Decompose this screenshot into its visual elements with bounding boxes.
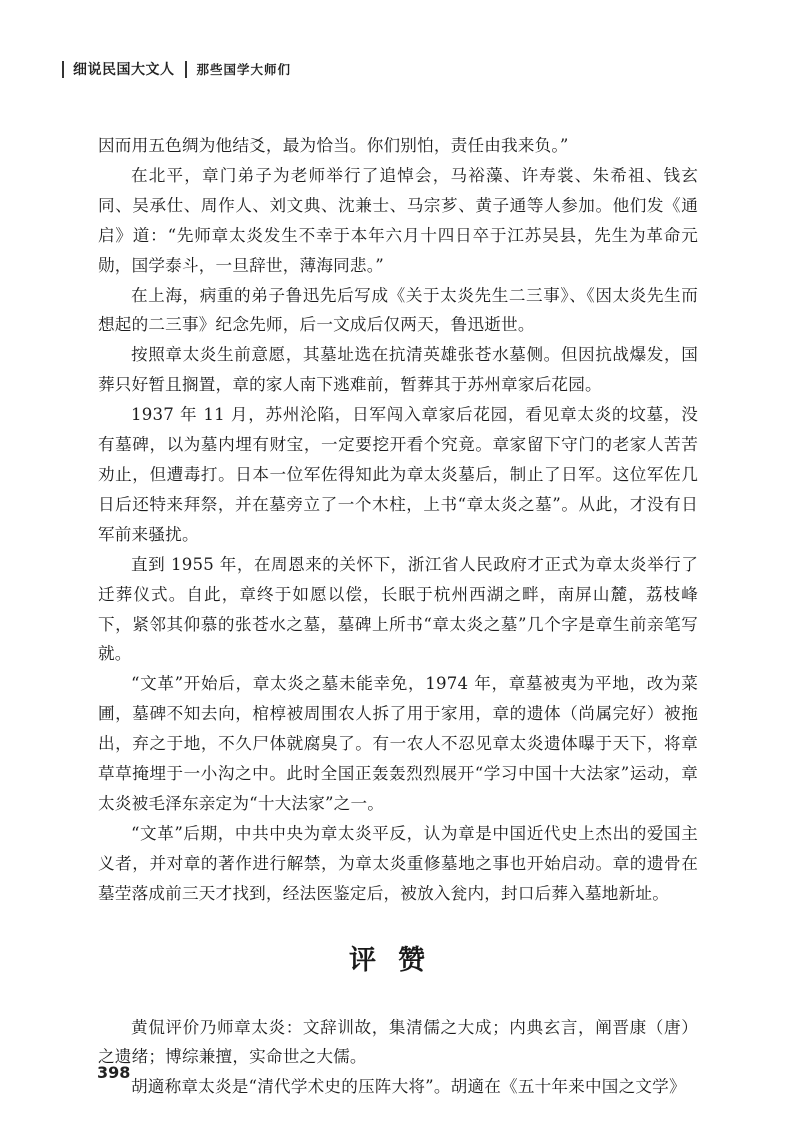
- paragraph: 直到 1955 年，在周恩来的关怀下，浙江省人民政府才正式为章太炎举行了迁葬仪式。自此，章终于如愿以偿，长眠于杭州西湖之畔，南屏山麓，荔枝峰下，紧邻其仰慕的张苍水之墓，墓碑上所书“章太炎之墓”几个字是章生前亲笔写就。: [98, 554, 698, 664]
- paragraph: 因而用五色绸为他结爻，最为恰当。你们别怕，责任由我来负。”: [98, 136, 569, 155]
- chapter-title: 那些国学大师们: [196, 62, 292, 77]
- book-title: 细说民国大文人: [73, 62, 175, 78]
- paragraph: 1937 年 11 月，苏州沦陷，日军闯入章家后花园，看见章太炎的坟墓，没有墓碑，以为墓内埋有财宝，一定要挖开看个究竟。章家留下守门的老家人苦苦劝止，但遭毒打。日本一位军佐得知此为章太炎墓后，制止了日军。这位军佐几日后还特来拜祭，并在墓旁立了一个木柱，上书“章太炎之墓”。从此，才没有日军前来骚扰。: [98, 405, 698, 544]
- paragraph: 黄侃评价乃师章太炎：文辞训故，集清儒之大成；内典玄言，阐晋康（唐）之遗绪；博综兼擅，实命世之大儒。: [98, 1017, 698, 1067]
- paragraph: 在北平，章门弟子为老师举行了追悼会，马裕藻、许寿裳、朱希祖、钱玄同、吴承仕、周作人、刘文典、沈兼士、马宗芗、黄子通等人参加。他们发《通启》道：“先师章太炎发生不幸于本年六月十四日卒于江苏吴县，先生为革命元勋，国学泰斗，一旦辞世，薄海同悲。”: [98, 165, 698, 275]
- running-header: [62, 58, 291, 80]
- header-separator: [185, 61, 187, 78]
- header-separator: [62, 61, 64, 78]
- paragraph: 按照章太炎生前意愿，其墓址选在抗清英雄张苍水墓侧。但因抗战爆发，国葬只好暂且搁置，章的家人南下逃难前，暂葬其于苏州章家后花园。: [98, 345, 698, 395]
- paragraph: 在上海，病重的弟子鲁迅先后写成《关于太炎先生二三事》、《因太炎先生而想起的二三事》纪念先师，后一文成后仅两天，鲁迅逝世。: [98, 285, 698, 335]
- body-text: [98, 131, 698, 1102]
- page-number: 398: [97, 1063, 131, 1082]
- paragraph: 胡適称章太炎是“清代学术史的压阵大将”。胡適在《五十年来中国之文学》: [131, 1077, 686, 1097]
- paragraph: “文革”开始后，章太炎之墓未能幸免，1974 年，章墓被夷为平地，改为菜圃，墓碑不知去向，棺椁被周围农人拆了用于家用，章的遗体（尚属完好）被拖出，弃之于地，不久尸体就腐臭了。有一农人不忍见章太炎遗体曝于天下，将章草草掩埋于一小沟之中。此时全国正轰轰烈烈展开“学习中国十大法家”运动，章太炎被毛泽东亲定为“十大法家”之一。: [98, 674, 698, 813]
- paragraph: “文革”后期，中共中央为章太炎平反，认为章是中国近代史上杰出的爱国主义者，并对章的著作进行解禁，为章太炎重修墓地之事也开始启动。章的遗骨在墓茔落成前三天才找到，经法医鉴定后，被放入瓮内，封口后葬入墓地新址。: [98, 823, 698, 903]
- section-heading: 评赞: [349, 944, 447, 976]
